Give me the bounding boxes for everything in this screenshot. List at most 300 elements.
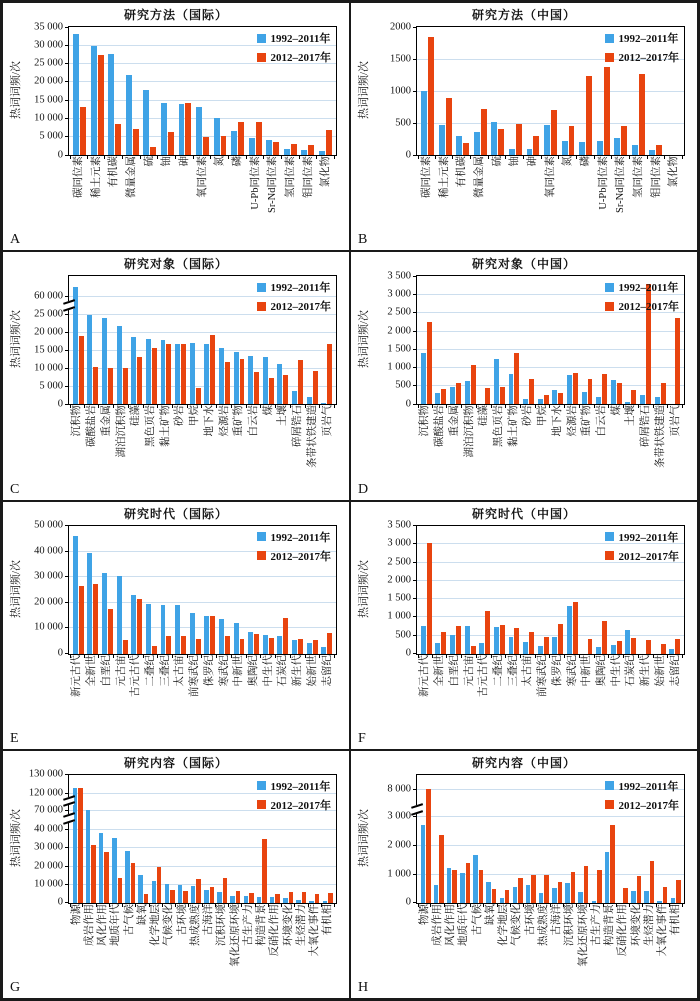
bar-2012-2017 — [93, 367, 98, 404]
bar-2012-2017 — [428, 37, 434, 155]
category-label-cell — [630, 904, 643, 994]
bar-1992-2011 — [231, 131, 237, 156]
legend-item — [257, 279, 332, 295]
category-label-cell — [506, 655, 521, 745]
bar-2012-2017 — [302, 892, 306, 903]
category-label-cell — [577, 904, 590, 994]
y-tick-label: 5 000 — [39, 380, 63, 392]
category-group — [144, 276, 159, 404]
x-tick-labels — [416, 405, 685, 495]
x-tick-labels — [416, 156, 685, 246]
y-tick-label: 2000 — [390, 21, 411, 32]
bar-2012-2017 — [492, 889, 496, 903]
category-label: 古环境 — [176, 903, 188, 936]
y-axis-label: 热词词频/次 — [357, 559, 370, 618]
bar-2012-2017 — [441, 389, 446, 404]
category-label-cell — [276, 655, 291, 745]
category-label: 奥陶纪 — [247, 654, 259, 686]
y-axis-title — [355, 26, 370, 154]
bar-2012-2017 — [315, 894, 319, 903]
bar-2012-2017 — [283, 618, 288, 654]
category-label: 二叠纪 — [144, 654, 156, 686]
category-label: 始新世 — [306, 654, 318, 686]
category-label-cell — [639, 655, 654, 745]
bar-1992-2011 — [102, 573, 107, 653]
category-group — [71, 27, 89, 155]
category-group — [507, 526, 522, 654]
bar-1992-2011 — [165, 884, 169, 903]
bar-1992-2011 — [527, 149, 533, 155]
category-group — [100, 276, 115, 404]
bar-2012-2017 — [544, 637, 549, 654]
category-label-cell — [269, 904, 282, 994]
category-label-cell — [247, 156, 265, 246]
y-tick-label: 40 000 — [34, 823, 63, 835]
category-label: 风化作用 — [445, 903, 457, 946]
category-group — [232, 276, 247, 404]
category-label: 烃源岩 — [218, 405, 230, 437]
category-label-cell — [436, 156, 454, 246]
bar-2012-2017 — [551, 110, 557, 155]
chart-panel-B — [350, 2, 698, 251]
chart-title: 研究内容（国际） — [123, 755, 228, 770]
category-label: 古气候 — [471, 903, 483, 936]
category-label: 古元古代 — [478, 654, 490, 697]
y-tick-label: 20 000 — [34, 860, 63, 872]
bar-1992-2011 — [117, 326, 122, 404]
category-label-cell — [306, 405, 321, 495]
category-label-cell — [447, 655, 462, 745]
y-tick-label: 0 — [57, 398, 63, 410]
category-label-cell — [85, 405, 100, 495]
category-label-cell — [471, 156, 489, 246]
bar-2012-2017 — [327, 633, 332, 653]
category-label: 二叠纪 — [492, 654, 504, 686]
category-label: 中生代 — [262, 654, 274, 686]
bar-1992-2011 — [611, 645, 616, 653]
category-label-cell — [559, 156, 577, 246]
y-tick-label: 0 — [405, 896, 411, 908]
category-label: 黏土矿物 — [159, 405, 171, 448]
bar-1992-2011 — [669, 649, 674, 654]
bar-2012-2017 — [514, 628, 519, 654]
category-label: 前寒武纪 — [189, 654, 201, 697]
bar-1992-2011 — [439, 125, 445, 155]
bar-1992-2011 — [102, 318, 107, 405]
category-label: 生烃潜力 — [295, 903, 307, 946]
bar-2012-2017 — [663, 887, 667, 902]
bar-1992-2011 — [582, 392, 587, 404]
category-label: 氧同位素 — [196, 156, 208, 198]
bar-1992-2011 — [509, 374, 514, 405]
chart-title: 研究时代（国际） — [123, 506, 228, 521]
bar-2012-2017 — [275, 894, 279, 902]
category-label-cell — [202, 405, 217, 495]
legend-label: 2012–2017年 — [270, 550, 331, 563]
category-label: 全新世 — [434, 654, 446, 686]
category-label: 碎屑锆石 — [292, 405, 304, 448]
bar-2012-2017 — [569, 126, 575, 155]
legend-item — [605, 49, 680, 65]
bar-2012-2017 — [441, 632, 446, 654]
category-group — [211, 27, 229, 155]
category-label-cell — [462, 405, 477, 495]
bar-2012-2017 — [137, 357, 142, 404]
bar-2012-2017 — [573, 373, 578, 404]
bar-2012-2017 — [168, 132, 174, 155]
category-group — [458, 775, 471, 903]
bar-1992-2011 — [513, 887, 517, 902]
category-label-cell — [97, 904, 110, 994]
category-group — [229, 27, 247, 155]
bar-2012-2017 — [78, 788, 82, 903]
category-label-cell — [648, 156, 666, 246]
bar-1992-2011 — [655, 397, 660, 404]
category-label: 碎屑锆石 — [640, 405, 652, 448]
y-tick-label: 8 000 — [387, 783, 411, 795]
bar-1992-2011 — [523, 642, 528, 653]
category-label: 风化作用 — [97, 903, 109, 946]
bar-1992-2011 — [292, 391, 297, 404]
category-group — [159, 526, 174, 654]
category-label: 砷 — [526, 156, 538, 167]
axis-break-icon — [412, 805, 422, 813]
category-label: 重金属 — [100, 405, 112, 437]
category-label: 侏罗纪 — [203, 654, 215, 686]
category-label-cell — [129, 655, 144, 745]
category-label: 氢同位素 — [284, 156, 296, 198]
bar-1992-2011 — [479, 643, 484, 654]
category-label-cell — [612, 156, 630, 246]
category-label: 硫 — [491, 156, 503, 167]
category-group — [463, 526, 478, 654]
category-group — [565, 526, 580, 654]
category-group — [86, 276, 101, 404]
bar-1992-2011 — [435, 643, 440, 654]
bar-2012-2017 — [118, 878, 122, 903]
bar-2012-2017 — [500, 387, 505, 404]
category-label: 砷 — [178, 156, 190, 167]
bar-1992-2011 — [161, 103, 167, 155]
legend-item — [257, 298, 332, 314]
legend-item — [257, 548, 332, 564]
category-group — [203, 775, 216, 903]
bar-1992-2011 — [217, 892, 221, 902]
y-tick-labels — [370, 774, 416, 908]
x-tick-labels — [416, 904, 685, 994]
bar-2012-2017 — [93, 584, 98, 653]
category-label: 白云岩 — [595, 405, 607, 437]
bar-1992-2011 — [494, 359, 499, 404]
category-label-cell — [247, 405, 262, 495]
bar-1992-2011 — [473, 855, 477, 903]
category-label: 煤 — [610, 405, 622, 416]
bar-1992-2011 — [567, 375, 572, 404]
category-group — [173, 526, 188, 654]
panel-letter: E — [10, 730, 19, 746]
bar-1992-2011 — [277, 636, 282, 654]
bar-2012-2017 — [427, 543, 432, 653]
category-label-cell — [158, 405, 173, 495]
legend-item — [257, 529, 332, 545]
bar-1992-2011 — [494, 627, 499, 653]
category-label-cell — [158, 655, 173, 745]
legend — [605, 778, 680, 813]
y-tick-labels — [22, 519, 68, 659]
bar-1992-2011 — [552, 888, 556, 903]
bar-2012-2017 — [531, 875, 535, 903]
bar-2012-2017 — [181, 636, 186, 653]
category-group — [194, 27, 212, 155]
category-group — [521, 526, 536, 654]
x-axis-row — [355, 655, 685, 745]
y-tick-label: 1 000 — [387, 610, 411, 622]
bar-1992-2011 — [450, 387, 455, 404]
bar-1992-2011 — [266, 140, 272, 155]
y-tick-label: 2 500 — [387, 556, 411, 568]
chart-panel-A — [2, 2, 350, 251]
category-group — [71, 775, 84, 903]
bar-2012-2017 — [452, 870, 456, 902]
category-label-cell — [550, 405, 565, 495]
bar-2012-2017 — [505, 890, 509, 902]
bar-2012-2017 — [183, 891, 187, 903]
category-label-cell — [609, 405, 624, 495]
bar-1992-2011 — [161, 340, 166, 404]
y-tick-label: 2 000 — [387, 574, 411, 586]
category-group — [188, 526, 203, 654]
y-tick-labels — [370, 270, 416, 410]
legend-swatch-blue-icon — [257, 283, 266, 292]
legend-swatch-blue-icon — [605, 283, 614, 292]
category-label-cell — [643, 904, 656, 994]
category-label-cell — [524, 904, 537, 994]
category-label-cell — [565, 405, 580, 495]
y-tick-label: 500 — [395, 629, 411, 641]
category-label: 重矿物 — [581, 405, 593, 437]
bar-1992-2011 — [625, 630, 630, 653]
legend-label: 1992–2011年 — [618, 33, 679, 45]
category-label-cell — [282, 904, 295, 994]
x-axis-row — [7, 904, 337, 994]
legend-label: 1992–2011年 — [270, 531, 331, 544]
category-label-cell — [229, 156, 247, 246]
legend-label: 1992–2011年 — [270, 33, 331, 45]
category-label-cell — [309, 904, 322, 994]
bar-1992-2011 — [87, 315, 92, 405]
category-label: 新元古代 — [71, 654, 83, 697]
axis-break-icon — [64, 814, 74, 822]
category-label: 大氧化事件 — [309, 903, 321, 957]
category-label: 热成熟度 — [537, 903, 549, 946]
legend-swatch-red-icon — [605, 53, 614, 62]
bar-1992-2011 — [175, 605, 180, 654]
legend-item — [605, 298, 680, 314]
bar-1992-2011 — [552, 390, 557, 404]
bar-2012-2017 — [533, 136, 539, 155]
category-label-cell — [229, 904, 242, 994]
y-tick-label: 0 — [57, 647, 63, 659]
category-group — [498, 775, 511, 903]
panel-letter: D — [358, 481, 369, 497]
bar-2012-2017 — [463, 143, 469, 155]
bar-2012-2017 — [221, 136, 227, 155]
bar-2012-2017 — [240, 639, 245, 654]
bar-1992-2011 — [283, 898, 287, 903]
bar-1992-2011 — [219, 348, 224, 405]
category-label-cell — [256, 904, 269, 994]
category-label: 地下水 — [203, 405, 215, 437]
legend-swatch-red-icon — [257, 800, 266, 809]
category-group — [229, 775, 242, 903]
category-group — [84, 775, 97, 903]
category-group — [524, 775, 537, 903]
category-group — [590, 775, 603, 903]
category-label-cell — [70, 156, 88, 246]
category-label: 条带状铁建造 — [654, 405, 666, 469]
category-label: 三叠纪 — [507, 654, 519, 686]
category-label: 碳同位素 — [72, 156, 84, 198]
bar-1992-2011 — [307, 397, 312, 405]
bar-2012-2017 — [152, 348, 157, 404]
category-label-cell — [216, 904, 229, 994]
legend-label: 2012–2017年 — [270, 52, 331, 64]
category-label: 古环境 — [524, 903, 536, 936]
legend-swatch-blue-icon — [257, 781, 266, 790]
y-tick-label: 3 000 — [387, 810, 411, 822]
bar-1992-2011 — [592, 901, 596, 903]
category-label-cell — [595, 655, 610, 745]
y-tick-label: 130 000 — [28, 768, 63, 780]
category-group — [577, 775, 590, 903]
bar-2012-2017 — [298, 360, 303, 404]
y-axis-label: 热词词频/次 — [9, 310, 22, 369]
category-label-cell — [418, 405, 433, 495]
category-label: 新生代 — [640, 654, 652, 686]
category-label: 反硝化作用 — [269, 903, 281, 957]
category-label: 侏罗纪 — [551, 654, 563, 686]
bar-2012-2017 — [123, 640, 128, 653]
category-label: 物源 — [70, 903, 82, 925]
category-label-cell — [261, 405, 276, 495]
y-tick-label: 30 000 — [34, 39, 63, 51]
category-label: 有机相 — [322, 903, 334, 936]
bar-1992-2011 — [321, 403, 326, 404]
bar-2012-2017 — [604, 67, 610, 155]
category-label: 地质年代 — [458, 903, 470, 946]
bar-1992-2011 — [248, 632, 253, 654]
bar-2012-2017 — [656, 145, 662, 155]
bar-2012-2017 — [479, 870, 483, 903]
category-label: 沉积环境 — [216, 903, 228, 946]
plot-area — [68, 275, 337, 405]
chart-body — [355, 21, 685, 160]
y-tick-label: 25 000 — [34, 308, 63, 320]
legend — [605, 529, 680, 564]
legend-swatch-red-icon — [605, 302, 614, 311]
bar-1992-2011 — [248, 356, 253, 404]
category-label: 砂岩 — [522, 405, 534, 427]
bar-1992-2011 — [126, 75, 132, 155]
category-label: 古气候 — [123, 903, 135, 936]
category-group — [477, 276, 492, 404]
category-label-cell — [202, 655, 217, 745]
category-label: 反硝化作用 — [617, 903, 629, 957]
bar-2012-2017 — [529, 632, 534, 654]
category-label: 白垩纪 — [448, 654, 460, 686]
bar-1992-2011 — [447, 868, 451, 903]
category-label-cell — [639, 405, 654, 495]
category-label: 新元古代 — [419, 654, 431, 697]
bar-2012-2017 — [210, 887, 214, 903]
bar-1992-2011 — [611, 380, 616, 404]
bar-1992-2011 — [143, 90, 149, 155]
bar-2012-2017 — [675, 639, 680, 654]
bar-2012-2017 — [544, 395, 549, 404]
category-label-cell — [320, 405, 335, 495]
bar-1992-2011 — [544, 125, 550, 155]
axis-break-icon — [64, 301, 74, 309]
category-label-cell — [617, 904, 630, 994]
bar-2012-2017 — [273, 142, 279, 155]
category-label-cell — [477, 405, 492, 495]
legend-item — [605, 279, 680, 295]
category-label: 三叠纪 — [159, 654, 171, 686]
legend-swatch-red-icon — [257, 302, 266, 311]
category-label-cell — [492, 655, 507, 745]
category-label-cell — [418, 655, 433, 745]
bar-1992-2011 — [526, 885, 530, 902]
legend-item — [605, 30, 680, 46]
category-label-cell — [291, 405, 306, 495]
category-label-cell — [492, 405, 507, 495]
category-group — [217, 276, 232, 404]
category-label-cell — [565, 655, 580, 745]
plot-area — [68, 525, 337, 655]
bar-2012-2017 — [123, 368, 128, 405]
bar-1992-2011 — [73, 34, 79, 155]
category-label: 成岩作用 — [83, 903, 95, 946]
bar-1992-2011 — [491, 122, 497, 155]
category-group — [188, 276, 203, 404]
x-axis-row — [355, 904, 685, 994]
category-label-cell — [431, 904, 444, 994]
category-group — [536, 276, 551, 404]
category-label: 寒武纪 — [566, 654, 578, 686]
y-tick-label: 40 000 — [34, 545, 63, 557]
category-label-cell — [542, 156, 560, 246]
bar-2012-2017 — [631, 638, 636, 654]
bar-1992-2011 — [456, 136, 462, 155]
legend-label: 1992–2011年 — [270, 282, 331, 295]
category-label: 微量金属 — [473, 156, 485, 198]
legend-item — [605, 529, 680, 545]
category-label: 钼同位素 — [302, 156, 314, 198]
bar-1992-2011 — [146, 339, 151, 404]
bar-2012-2017 — [256, 122, 262, 155]
category-label-cell — [580, 655, 595, 745]
category-group — [448, 276, 463, 404]
category-label-cell — [176, 156, 194, 246]
bar-2012-2017 — [602, 621, 607, 653]
bar-1992-2011 — [509, 637, 514, 653]
bar-2012-2017 — [621, 126, 627, 155]
bar-2012-2017 — [617, 383, 622, 404]
bar-1992-2011 — [190, 613, 195, 653]
category-label: 白云岩 — [247, 405, 259, 437]
chart-body — [7, 21, 337, 160]
bar-1992-2011 — [565, 883, 569, 902]
